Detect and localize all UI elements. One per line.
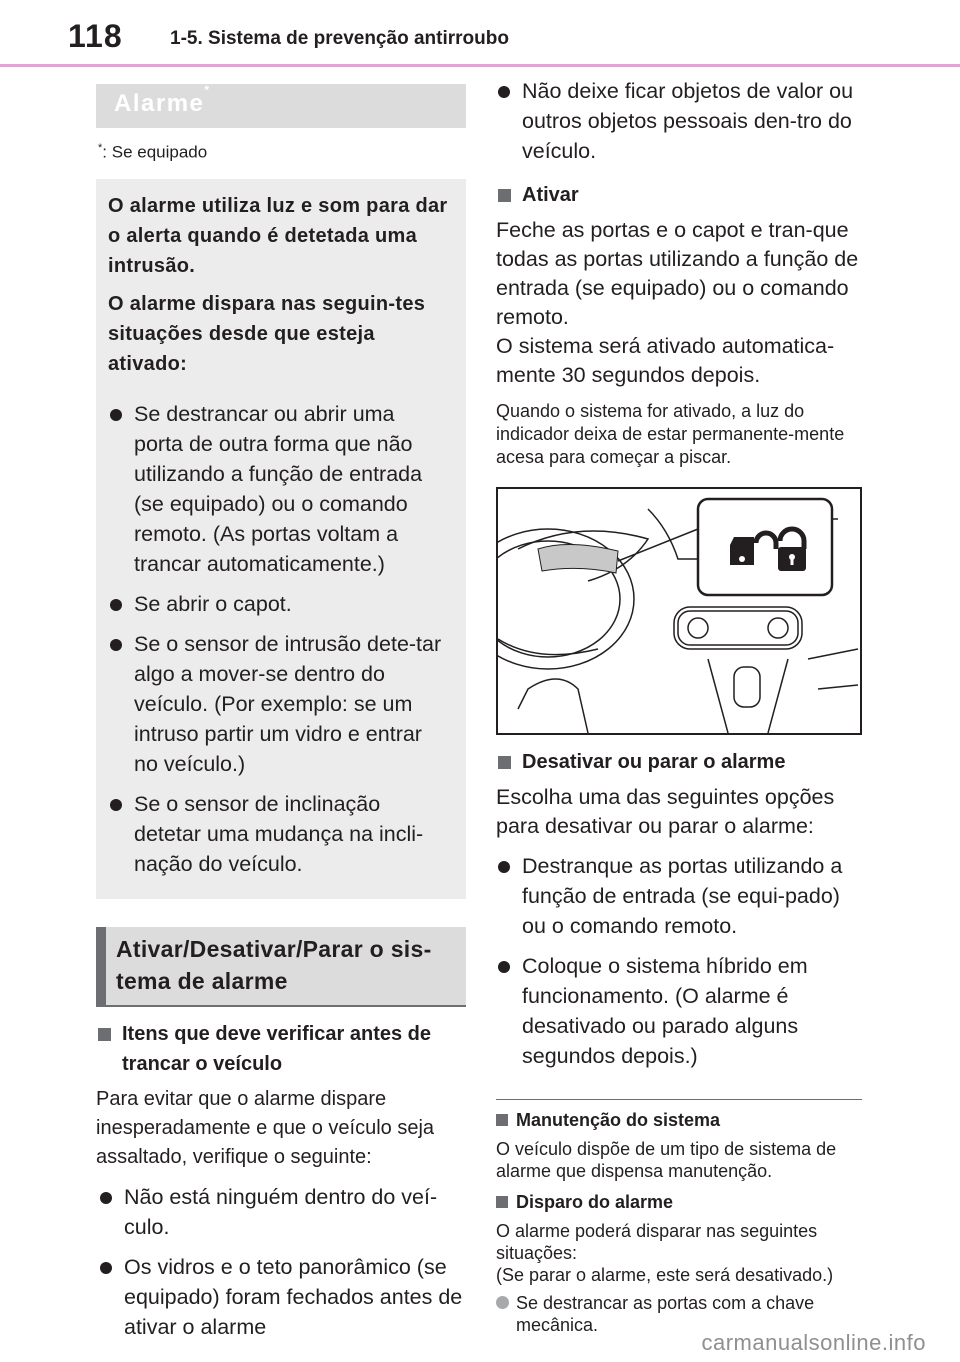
maintenance-heading: Manutenção do sistema bbox=[496, 1108, 862, 1132]
right-column bbox=[496, 76, 862, 1336]
list-item: Se destrancar ou abrir uma porta de outra forma que não utilizando a função de entrada (se equipado) ou o comando remoto. (As portas voltam a trancar automaticamente.) bbox=[108, 399, 448, 579]
footnote: *: Se equipado bbox=[98, 142, 208, 162]
list-item: Os vidros e o teto panorâmico (se equipado) foram fechados antes de ativar o alarme bbox=[98, 1252, 466, 1342]
dashboard-illustration bbox=[496, 487, 862, 735]
list-item: Se abrir o capot. bbox=[108, 589, 448, 619]
alarm-banner bbox=[96, 84, 466, 128]
deactivate-heading: Desativar ou parar o alarme bbox=[496, 747, 862, 777]
activate-text: Feche as portas e o capot e tran-que todas as portas utilizando a função de entrada (se equipado) ou o comando remoto. O sistema será ativado automatica-mente 30 segundos depois. bbox=[496, 218, 859, 387]
left-column bbox=[96, 84, 466, 1342]
list-item: Se o sensor de intrusão dete-tar algo a mover-se dentro do veículo. (Por exemplo: se um intruso partir um vidro e entrar no veículo.) bbox=[108, 629, 448, 779]
trigger-text: O alarme poderá disparar nas seguintes situações: (Se parar o alarme, este será desativado.) bbox=[496, 1221, 834, 1285]
section-title: 1-5. Sistema de prevenção antirroubo bbox=[170, 28, 509, 49]
checks-text: Para evitar que o alarme dispare inesperadamente e que o veículo seja assaltado, verifique o seguinte: bbox=[96, 1087, 435, 1168]
list-item: Coloque o sistema híbrido em funcionamento. (O alarme é desativado ou parado alguns segundos depois.) bbox=[496, 951, 862, 1071]
alarm-title: Alarme* bbox=[114, 83, 211, 117]
dashboard-drawing bbox=[498, 489, 860, 733]
page-header bbox=[0, 0, 960, 64]
list-item: Se o sensor de inclinação detetar uma mudança na incli-nação do veículo. bbox=[108, 789, 448, 879]
maintenance-text: O veículo dispõe de um tipo de sistema de alarme que dispensa manutenção. bbox=[496, 1139, 837, 1181]
list-item: Não deixe ficar objetos de valor ou outros objetos pessoais den-tro do veículo. bbox=[496, 76, 862, 166]
deactivate-text: Escolha uma das seguintes opções para desativar ou parar o alarme: bbox=[496, 785, 835, 838]
list-item: Destranque as portas utilizando a função de entrada (se equi-pado) ou o comando remoto. bbox=[496, 851, 862, 941]
list-item: Se destrancar as portas com a chave mecânica. bbox=[496, 1292, 862, 1336]
intro-para-2: O alarme dispara nas seguin-tes situações desde que esteja ativado: bbox=[108, 292, 426, 375]
watermark: carmanualsonline.info bbox=[701, 1330, 926, 1355]
checks-heading: Itens que deve verificar antes de trancar o veículo bbox=[96, 1019, 466, 1079]
activate-heading: Ativar bbox=[496, 180, 862, 210]
divider bbox=[496, 1099, 862, 1100]
activate-note: Quando o sistema for ativado, a luz do indicador deixa de estar permanente-mente acesa para começar a piscar. bbox=[496, 401, 845, 467]
section-banner: Ativar/Desativar/Parar o sis-tema de alarme bbox=[96, 927, 466, 1007]
header-rule bbox=[0, 64, 960, 67]
page-number: 118 bbox=[68, 18, 123, 54]
trigger-heading: Disparo do alarme bbox=[496, 1190, 862, 1214]
intro-para-1: O alarme utiliza luz e som para dar o alerta quando é detetada uma intrusão. bbox=[108, 194, 448, 277]
list-item: Não está ninguém dentro do veí-culo. bbox=[98, 1182, 466, 1242]
intro-box bbox=[96, 179, 466, 899]
